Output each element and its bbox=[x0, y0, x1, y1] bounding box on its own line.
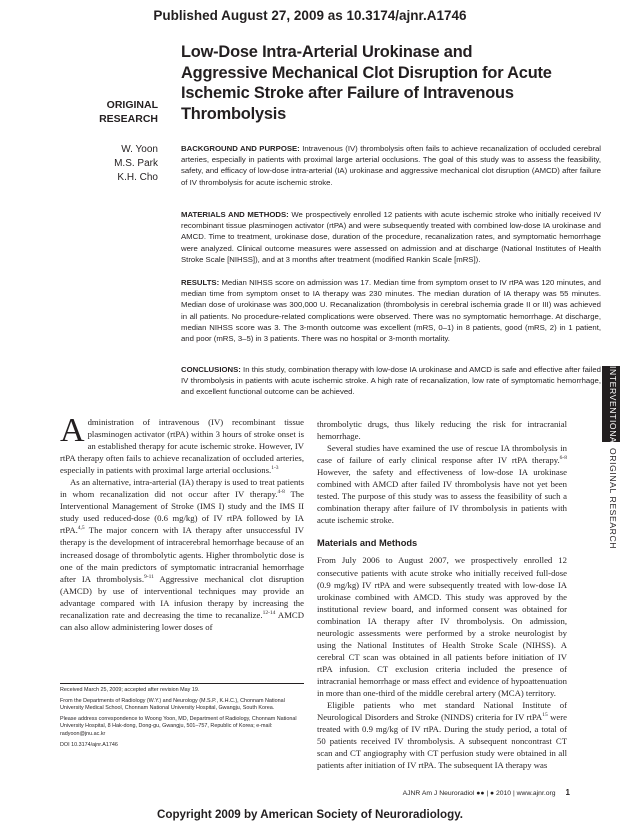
citation: 12-14 bbox=[262, 609, 276, 616]
page-number: 1 bbox=[565, 788, 570, 797]
abstract-background-text: Intravenous (IV) thrombolysis often fails to achieve recanalization of occluded cerebral arteries, especially in patients with proximal large arterial occlusions. The goal of this study was to assess the feasibility, safety, and efficacy of low-dose intra-arterial (IA) urokinase and aggressive mechanical clot disruption (AMCD) after failure of IV thrombolysis for acute ischemic stroke. bbox=[181, 144, 602, 187]
citation: 6-8 bbox=[559, 455, 567, 462]
title-line: Ischemic Stroke after Failure of Intravenous bbox=[181, 84, 514, 102]
section-heading: Materials and Methods bbox=[317, 538, 418, 549]
footnote-divider bbox=[60, 683, 304, 684]
abstract-results-text: Median NIHSS score on admission was 17. Median time from symptom onset to IV rtPA was 120 minutes, and median time from symptom onset to IA therapy was 230 minutes. The median duration of IA therapy was 55 minutes. Median dose of urokinase was 300,000 U. Recanalization (thrombolysis in cerebral ischemia grade II or III) was achieved in all patients. No procedure-related complications were observed. There was no symptomatic hemorrhage. At discharge, median NIHSS score was 3. The 3-month outcome was excellent (mRS, 0–1) in 8 patients, good (mRS, 2) in 1 patient, and poor (mRS, 3–5) in 3 patients. There was no hospital or 3-month mortality. bbox=[181, 278, 601, 344]
body-paragraph: From July 2006 to August 2007, we prospectively enrolled 12 consecutive patients with acute stroke who initially received full-dose (0.9 mg/kg) IV rtPA and were subsequently treated with low-dose IA urokinase combined with AMCD. This study was approved by the institutional review board, and informed consent was obtained for combination IA therapy after IV thrombolysis. On admission, neurologic assessments were performed by a stroke neurologist by using the National Institutes of Health Stroke Scale (NIHSS). A cerebral CT scan was obtained in all patients before initiation of IV rtPA infusion. CT exclusion criteria included the presence of intracranial hemorrhage or mass effect and evidence of hypoattenuation in more than one-third of the middle cerebral artery (MCA) territory. bbox=[317, 555, 567, 698]
body-paragraph: thrombolytic drugs, thus likely reducing the risk for intracranial hemorrhage. bbox=[317, 419, 567, 442]
article-title bbox=[181, 42, 601, 124]
citation: 4-8 bbox=[277, 489, 285, 496]
journal-footer bbox=[340, 788, 570, 797]
title-line: Thrombolysis bbox=[181, 104, 287, 123]
section-label-line1: ORIGINAL bbox=[106, 99, 158, 111]
footnote-correspondence: Please address correspondence to Woong Yoon, MD, Department of Radiology, Chonnam National University Hospital, 8 Hak-dong, Dong-gu, Gwangju, 501–757, Republic of Korea; e-mail: radyoon@jnu.ac.kr bbox=[60, 715, 297, 737]
title-line: Aggressive Mechanical Clot Disruption for Acute bbox=[181, 63, 552, 82]
footnotes bbox=[60, 687, 304, 752]
body-paragraph: Eligible patients who met standard National Institute of Neurological Disorders and Stroke (NINDS) criteria for IV rtPA$^{15}$ were treated with 0.9 mg/kg of IV rtPA. During the study period, a total of 50 patients received IV thrombolysis. A subsequent noncontrast CT scan and CT angiography with CT perfusion study were obtained in all patients after initiation of IV rtPA. The subsequent IA therapy was bbox=[317, 700, 567, 771]
abstract-methods bbox=[181, 209, 601, 265]
body-column-left bbox=[60, 412, 304, 633]
side-tab-text bbox=[596, 366, 620, 566]
body-paragraph: Administration of intravenous (IV) recombinant tissue plasminogen activator (rtPA) within 3 hours of stroke onset is an established therapy for acute ischemic stroke. However, IV rtPA therapy often fails to achieve recanalization of occluded arteries, especially in patients with proximal large arterial occlusions.$^{1-3}$ bbox=[60, 412, 304, 476]
abstract-background bbox=[181, 143, 601, 188]
abstract-background-label: BACKGROUND AND PURPOSE: bbox=[181, 144, 300, 153]
body-paragraph: As an alternative, intra-arterial (IA) therapy is used to treat patients in whom recanalization did not occur after IV therapy.$^{4-8}$ The Interventional Management of Stroke (IMS I) study and the IMS II study used reduced-dose (0.6 mg/kg) of IV rtPA followed by IA rtPA.$^{4,5}$ The major concern with IA therapy after unsuccessful IV therapy is the development of intracerebral hemorrhage because of an increased dosage of thrombolytic agents. Higher thrombolytic dose is one of the main predictors of symptomatic intracranial hemorrhage after IA thrombolysis.$^{9-11}$ Aggressive mechanical clot disruption (AMCD) by use of interventional techniques may provide an advantage compared with IA infusion therapy by increasing the recanalization rate and decreasing the time to recanalize.$^{12-14}$ AMCD can also allow administering lower doses of bbox=[60, 477, 304, 632]
title-line: Low-Dose Intra-Arterial Urokinase and bbox=[181, 43, 473, 61]
author-list bbox=[60, 143, 158, 185]
author-name: W. Yoon bbox=[121, 144, 158, 155]
category-tab-label: INTERVENTIONAL bbox=[608, 366, 618, 449]
published-notice: Published August 27, 2009 as 10.3174/ajnr.A1746 bbox=[153, 8, 467, 23]
footnote-received: Received March 25, 2009; accepted after revision May 19. bbox=[60, 687, 200, 693]
footnote-affiliation: From the Departments of Radiology (W.Y.) and Neurology (M.S.P., K.H.C.), Chonnam National University Medical School, Chonnam National University Hospital, Gwangju, South Korea. bbox=[60, 697, 285, 712]
citation: 1-3 bbox=[271, 465, 279, 472]
citation: 15 bbox=[542, 712, 548, 719]
abstract-methods-label: MATERIALS AND METHODS: bbox=[181, 210, 289, 219]
article-type-label: ORIGINAL RESEARCH bbox=[608, 448, 618, 550]
author-name: K.H. Cho bbox=[117, 172, 158, 183]
citation: 9-11 bbox=[144, 573, 154, 580]
copyright-notice: Copyright 2009 by American Society of Neuroradiology. bbox=[156, 808, 464, 821]
body-paragraph: Several studies have examined the use of rescue IA thrombolysis in case of failure of early clinical response after IV rtPA therapy.$^{6-8}$ However, the safety and effectiveness of low-dose IA urokinase combined with AMCD after failed IV thrombolysis have not yet been tested. The purpose of this study was to assess the feasibility of such a combination therapy after failure of IV thrombolysis in patients with acute ischemic stroke. bbox=[317, 443, 567, 526]
abstract-conclusions-label: CONCLUSIONS: bbox=[181, 365, 241, 374]
abstract-results-label: RESULTS: bbox=[181, 278, 220, 287]
abstract-results bbox=[181, 277, 601, 344]
author-name: M.S. Park bbox=[114, 158, 158, 169]
body-column-right bbox=[317, 418, 567, 771]
section-label-line2: RESEARCH bbox=[99, 113, 158, 125]
drop-cap: A bbox=[60, 412, 85, 449]
abstract-conclusions-text: In this study, combination therapy with low-dose IA urokinase and AMCD is safe and effective after failed IV thrombolysis in patients with acute ischemic stroke. A high rate of recanalization, low rate of symptomatic hemorrhage, and excellent functional outcome can be achieved. bbox=[181, 365, 601, 397]
abstract-methods-text: We prospectively enrolled 12 patients with acute ischemic stroke who initially received IV recombinant tissue plasminogen activator (rtPA) and were subsequently treated with combined low-dose IA urokinase and AMCD. Time to treatment, urokinase dose, duration of the procedure, recanalization rates, and symptomatic hemorrhage were analyzed. Clinical outcome measures were assessed on admission and at discharge (National Institutes of Health Stroke Scale [NIHSS]), and at 3 months after treatment (modified Rankin Scale [mRS]). bbox=[181, 210, 601, 264]
citation: 4,5 bbox=[77, 525, 85, 532]
section-label bbox=[60, 98, 158, 126]
abstract-conclusions bbox=[181, 364, 601, 398]
footnote-doi: DOI 10.3174/ajnr.A1746 bbox=[60, 741, 118, 748]
journal-citation: AJNR Am J Neuroradiol ●● | ● 2010 | www.ajnr.org bbox=[402, 790, 556, 797]
